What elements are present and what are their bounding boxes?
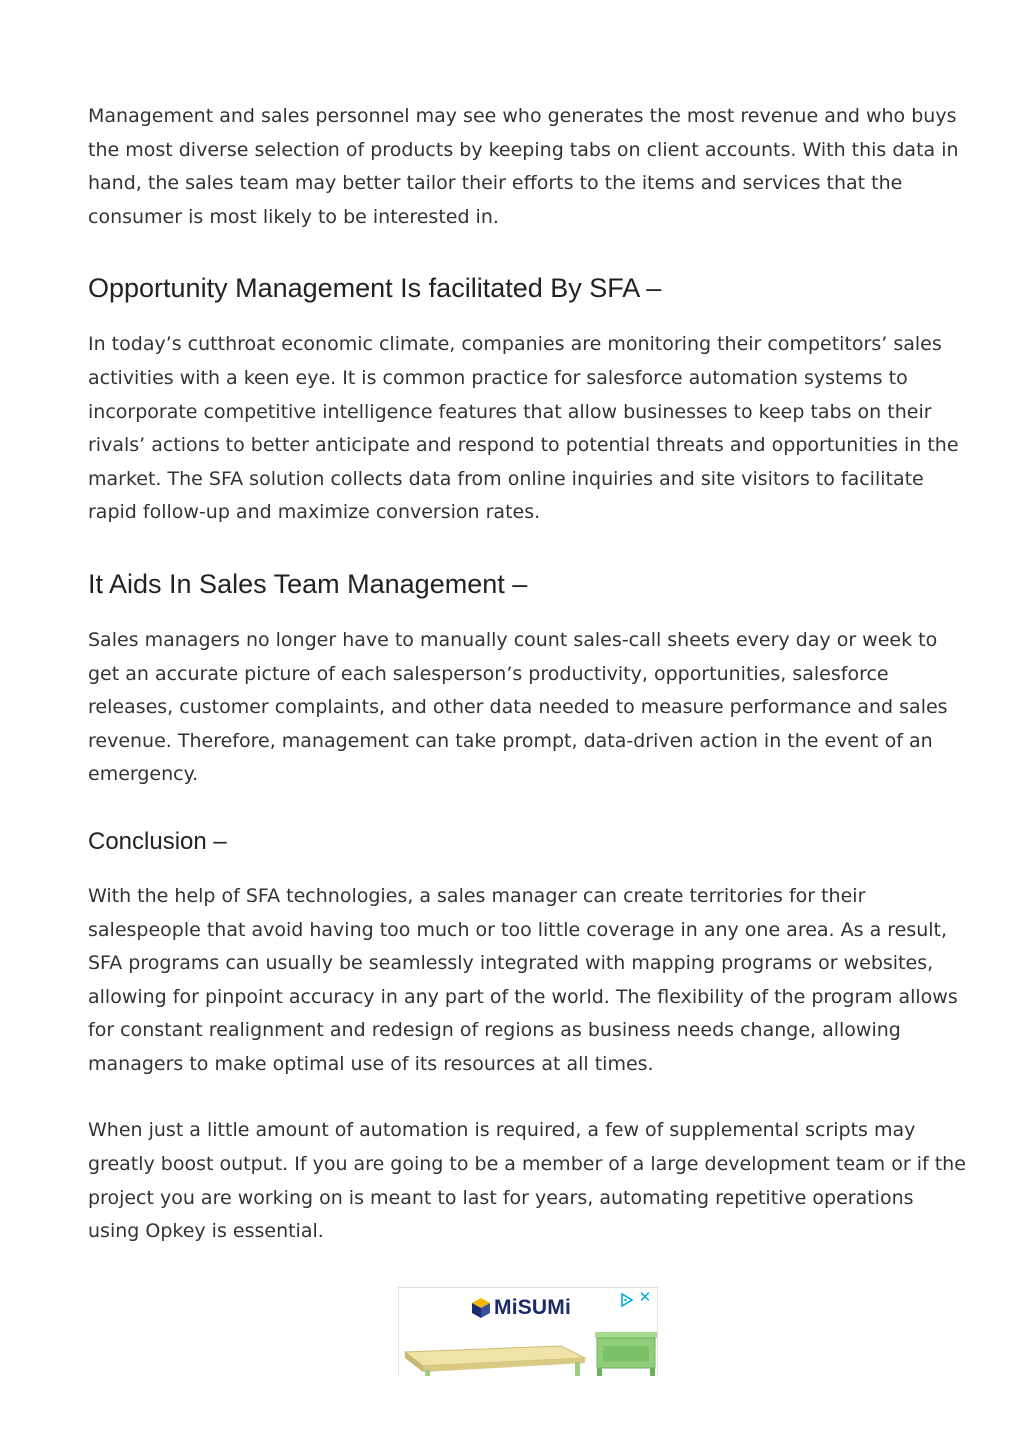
adchoices-icon[interactable]	[619, 1292, 635, 1308]
ad-brand-name: MiSUMi	[494, 1296, 572, 1319]
heading-conclusion: Conclusion –	[88, 827, 227, 855]
paragraph-account-tracking: Management and sales personnel may see who generates the most revenue and who buys the most diverse selection of products by keeping tabs on client accounts. With this data in hand, the sales team may better tailor their efforts to the items and services that the consumer is most likely to be interested in.	[88, 105, 959, 228]
ad-brand-logo[interactable]	[471, 1294, 571, 1322]
brand-logo-icon	[471, 1297, 491, 1319]
advertisement-banner[interactable]	[398, 1287, 658, 1376]
heading-sales-team-management: It Aids In Sales Team Management –	[88, 568, 528, 599]
heading-opportunity-management: Opportunity Management Is facilitated By SFA –	[88, 273, 662, 304]
paragraph-sales-team-management: Sales managers no longer have to manually count sales-call sheets every day or week to get an accurate picture of each salesperson’s productivity, opportunities, salesforce releases, customer complaints, and other data needed to measure performance and sales revenue. Therefore, management can take prompt, data-driven action in the event of an emergency.	[88, 628, 948, 786]
close-icon[interactable]: ✕	[638, 1288, 652, 1306]
paragraph-opportunity-management: In today’s cutthroat economic climate, companies are monitoring their competitors’ sales activities with a keen eye. It is common practice for salesforce automation systems to incorporate competitive intelligence features that allow businesses to keep tabs on their rivals’ actions to better anticipate and respond to potential threats and opportunities in the market. The SFA solution collects data from online inquiries and site visitors to facilitate rapid follow-up and maximize conversion rates.	[88, 333, 959, 524]
paragraph-automation-opkey: When just a little amount of automation is required, a few of supplemental scripts may greatly boost output. If you are going to be a member of a large development team or if the project you are working on is meant to last for years, automating repetitive operations using Opkey is essential.	[88, 1119, 966, 1243]
article-body	[88, 100, 968, 1249]
paragraph-conclusion: With the help of SFA technologies, a sales manager can create territories for their salespeople that avoid having too much or too little coverage in any one area. As a result, SFA programs can usually be seamlessly integrated with mapping programs or websites, allowing for pinpoint accuracy in any part of the world. The flexibility of the program allows for constant realignment and redesign of regions as business needs change, allowing managers to make optimal use of its resources at all times.	[88, 884, 958, 1075]
ad-product-image[interactable]	[399, 1324, 657, 1376]
